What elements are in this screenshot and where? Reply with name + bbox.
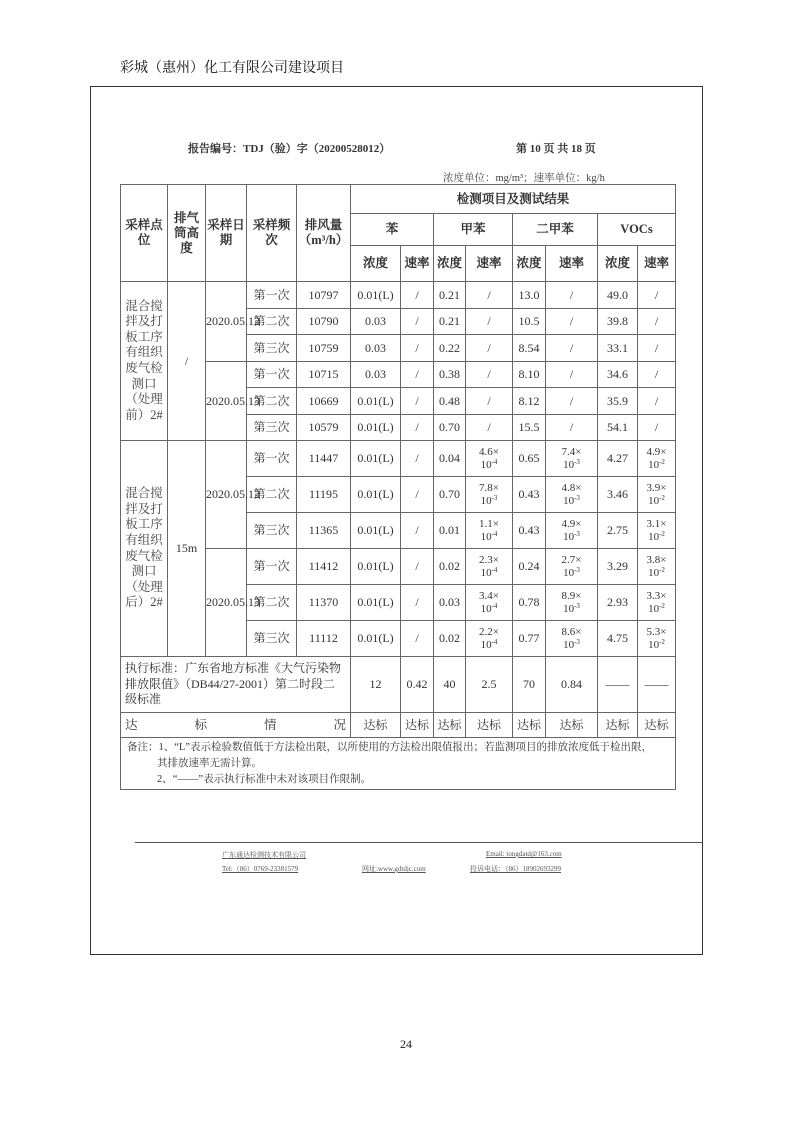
base: 10 — [563, 458, 575, 471]
sampling-frequency: 第三次 — [247, 335, 297, 362]
rate-value: / — [466, 282, 513, 309]
rate-value: / — [466, 335, 513, 362]
concentration-value: 0.01(L) — [351, 621, 401, 657]
rate-value: / — [401, 388, 434, 415]
mantissa: 3.1× — [646, 517, 667, 530]
compliance-char: 达 — [125, 717, 138, 732]
concentration-value: 35.9 — [598, 388, 638, 415]
compliance-status: 达标 — [638, 713, 676, 738]
footer-website: 网址:www.gdtdjc.com — [362, 865, 426, 873]
rate-value: / — [401, 513, 434, 549]
mantissa: 7.4× — [561, 445, 582, 458]
flow-rate: 10715 — [297, 361, 351, 388]
base: 10 — [648, 530, 660, 543]
rate-value — [466, 549, 513, 585]
concentration-value: 0.43 — [513, 477, 546, 513]
base: 10 — [480, 566, 492, 579]
base: 10 — [648, 566, 660, 579]
header-flow: 排风量（m³/h） — [297, 185, 351, 282]
rate-value: / — [401, 621, 434, 657]
sampling-date: 2020.05.12 — [206, 441, 247, 549]
concentration-value: 0.03 — [351, 361, 401, 388]
mantissa: 3.3× — [646, 589, 667, 602]
compliance-label-text — [121, 718, 350, 733]
rate-value: / — [401, 361, 434, 388]
flow-rate: 11370 — [297, 585, 351, 621]
compliance-status: 达标 — [466, 713, 513, 738]
rate-value: / — [466, 361, 513, 388]
flow-rate: 11365 — [297, 513, 351, 549]
base: 10 — [563, 566, 575, 579]
compliance-char: 标 — [194, 717, 207, 732]
notes-row — [121, 738, 676, 790]
compliance-row — [121, 713, 676, 738]
concentration-value: 0.01(L) — [351, 585, 401, 621]
sampling-date: 2020.05.13 — [206, 549, 247, 657]
sampling-frequency: 第一次 — [247, 361, 297, 388]
base: 10 — [480, 602, 492, 615]
concentration-value: 10.5 — [513, 308, 546, 335]
base: 10 — [563, 638, 575, 651]
rate-value: / — [401, 585, 434, 621]
base: 10 — [648, 494, 660, 507]
results-table — [120, 184, 676, 790]
exponent: -2 — [659, 529, 665, 538]
sampling-frequency: 第二次 — [247, 388, 297, 415]
sampling-frequency: 第三次 — [247, 513, 297, 549]
concentration-value: 2.75 — [598, 513, 638, 549]
concentration-value: 49.0 — [598, 282, 638, 309]
item-xylene: 二甲苯 — [513, 214, 598, 246]
exponent: -3 — [574, 637, 580, 646]
compliance-status: 达标 — [351, 713, 401, 738]
mantissa: 8.9× — [561, 589, 582, 602]
header-date: 采样日期 — [206, 185, 247, 282]
concentration-value: 0.01(L) — [351, 388, 401, 415]
concentration-value: 0.48 — [434, 388, 466, 415]
mantissa: 1.1× — [479, 517, 499, 530]
sampling-location: 混合搅拌及打板工序有组织废气检测口（处理前）2# — [121, 282, 168, 441]
footer-complaint-tel: 投诉电话：（86）18902693299 — [470, 865, 561, 873]
sub-header-rate: 速率 — [401, 246, 434, 282]
concentration-value: 3.29 — [598, 549, 638, 585]
rate-value — [546, 441, 598, 477]
concentration-value: 8.10 — [513, 361, 546, 388]
exponent: -2 — [659, 493, 665, 502]
concentration-value: 0.01(L) — [351, 282, 401, 309]
rate-value — [638, 477, 676, 513]
standard-row — [121, 657, 676, 713]
note-line: 其排放速率无需计算。 — [157, 757, 262, 769]
rate-value: / — [401, 282, 434, 309]
rate-value: / — [638, 388, 676, 415]
sub-header-rate: 速率 — [546, 246, 598, 282]
rate-value — [546, 549, 598, 585]
mantissa: 3.8× — [646, 553, 667, 566]
exponent: -3 — [574, 493, 580, 502]
rate-value: / — [546, 361, 598, 388]
footer-email: Email: tongdatd@163.com — [486, 850, 562, 858]
concentration-value: 0.03 — [351, 308, 401, 335]
exponent: -3 — [574, 457, 580, 466]
sub-header-concentration: 浓度 — [598, 246, 638, 282]
sub-header-rate: 速率 — [638, 246, 676, 282]
flow-rate: 11447 — [297, 441, 351, 477]
stack-height: / — [168, 282, 206, 441]
sampling-frequency: 第二次 — [247, 477, 297, 513]
rate-value: / — [401, 308, 434, 335]
rate-value: / — [638, 282, 676, 309]
rate-value: / — [638, 308, 676, 335]
exponent: -2 — [659, 457, 665, 466]
compliance-char: 情 — [263, 717, 277, 732]
exponent: -4 — [491, 601, 498, 610]
rate-value: / — [638, 361, 676, 388]
rate-value: / — [466, 414, 513, 441]
concentration-value: 0.38 — [434, 361, 466, 388]
standard-label: 执行标准：广东省地方标准《大气污染物排放限值》（DB44/27-2001）第二时段二级标准 — [121, 657, 351, 713]
concentration-value: 13.0 — [513, 282, 546, 309]
report-page-indicator: 第 10 页 共 18 页 — [516, 143, 596, 155]
flow-rate: 11112 — [297, 621, 351, 657]
exponent: -3 — [574, 601, 580, 610]
header-results: 检测项目及测试结果 — [351, 185, 676, 214]
rate-value — [638, 441, 676, 477]
sub-header-concentration: 浓度 — [351, 246, 401, 282]
flow-rate: 10797 — [297, 282, 351, 309]
mantissa: 4.8× — [561, 481, 582, 494]
flow-rate: 10790 — [297, 308, 351, 335]
standard-limit: 70 — [513, 657, 546, 713]
concentration-value: 0.03 — [434, 585, 466, 621]
concentration-value: 39.8 — [598, 308, 638, 335]
sampling-frequency: 第三次 — [247, 414, 297, 441]
rate-value — [638, 549, 676, 585]
flow-rate: 11412 — [297, 549, 351, 585]
rate-value: / — [401, 335, 434, 362]
flow-rate: 11195 — [297, 477, 351, 513]
concentration-value: 8.12 — [513, 388, 546, 415]
concentration-value: 0.03 — [351, 335, 401, 362]
concentration-value: 15.5 — [513, 414, 546, 441]
mantissa: 5.3× — [646, 625, 667, 638]
mantissa: 2.3× — [479, 553, 499, 566]
concentration-value: 33.1 — [598, 335, 638, 362]
concentration-value: 0.24 — [513, 549, 546, 585]
rate-value: / — [546, 414, 598, 441]
sub-header-concentration: 浓度 — [513, 246, 546, 282]
rate-value — [638, 585, 676, 621]
base: 10 — [480, 458, 492, 471]
concentration-value: 2.93 — [598, 585, 638, 621]
concentration-value: 3.46 — [598, 477, 638, 513]
concentration-value: 0.01(L) — [351, 441, 401, 477]
concentration-value: 0.70 — [434, 477, 466, 513]
rate-value — [546, 585, 598, 621]
sampling-frequency: 第一次 — [247, 282, 297, 309]
base: 10 — [563, 530, 575, 543]
concentration-value: 0.22 — [434, 335, 466, 362]
rate-value — [546, 477, 598, 513]
compliance-status: 达标 — [434, 713, 466, 738]
rate-value — [466, 513, 513, 549]
report-number: 报告编号：TDJ（验）字（20200528012） — [188, 143, 391, 155]
exponent: -2 — [659, 601, 665, 610]
concentration-value: 0.70 — [434, 414, 466, 441]
rate-value — [546, 513, 598, 549]
base: 10 — [648, 458, 660, 471]
standard-limit: —— — [638, 657, 676, 713]
exponent: -3 — [574, 565, 580, 574]
standard-limit: —— — [598, 657, 638, 713]
compliance-status: 达标 — [598, 713, 638, 738]
rate-value: / — [466, 388, 513, 415]
concentration-value: 0.01 — [434, 513, 466, 549]
compliance-char: 况 — [333, 717, 346, 732]
sampling-frequency: 第二次 — [247, 585, 297, 621]
concentration-value: 0.21 — [434, 282, 466, 309]
base: 10 — [480, 530, 492, 543]
footer-tel: Tel:（86）0769-23381579 — [222, 865, 299, 873]
rate-value — [466, 585, 513, 621]
standard-limit: 12 — [351, 657, 401, 713]
item-vocs: VOCs — [598, 214, 676, 246]
rate-value: / — [401, 414, 434, 441]
concentration-value: 4.27 — [598, 441, 638, 477]
compliance-status: 达标 — [513, 713, 546, 738]
standard-limit: 40 — [434, 657, 466, 713]
concentration-value: 0.02 — [434, 549, 466, 585]
concentration-value: 0.65 — [513, 441, 546, 477]
concentration-value: 0.01(L) — [351, 549, 401, 585]
rate-value: / — [401, 549, 434, 585]
compliance-label — [121, 713, 351, 738]
mantissa: 4.9× — [646, 445, 667, 458]
exponent: -3 — [574, 529, 580, 538]
base: 10 — [480, 638, 492, 651]
concentration-value: 0.01(L) — [351, 477, 401, 513]
mantissa: 2.7× — [561, 553, 582, 566]
item-benzene: 苯 — [351, 214, 434, 246]
rate-value — [466, 477, 513, 513]
header-frequency: 采样频次 — [247, 185, 297, 282]
sampling-frequency: 第一次 — [247, 441, 297, 477]
mantissa: 4.9× — [561, 517, 582, 530]
base: 10 — [480, 494, 492, 507]
concentration-value: 0.43 — [513, 513, 546, 549]
sampling-date: 2020.05.13 — [206, 361, 247, 441]
rate-value: / — [638, 414, 676, 441]
concentration-value: 0.04 — [434, 441, 466, 477]
concentration-value: 0.01(L) — [351, 414, 401, 441]
header-height: 排气筒高度 — [168, 185, 206, 282]
exponent: -4 — [491, 565, 498, 574]
mantissa: 7.8× — [479, 481, 499, 494]
rate-value: / — [546, 282, 598, 309]
sampling-date: 2020.05.12 — [206, 282, 247, 362]
concentration-value: 4.75 — [598, 621, 638, 657]
header-location: 采样点位 — [121, 185, 168, 282]
note-line: 2、“——”表示执行标准中未对该项目作限制。 — [157, 773, 372, 785]
base: 10 — [563, 602, 575, 615]
compliance-status: 达标 — [401, 713, 434, 738]
sub-header-concentration: 浓度 — [434, 246, 466, 282]
exponent: -3 — [491, 493, 498, 502]
base: 10 — [563, 494, 575, 507]
standard-limit: 0.42 — [401, 657, 434, 713]
mantissa: 2.2× — [479, 625, 499, 638]
document-header: 彩城（惠州）化工有限公司建设项目 — [120, 61, 344, 76]
rate-value: / — [466, 308, 513, 335]
units-note: 浓度单位：mg/m³；速率单位：kg/h — [443, 173, 605, 184]
concentration-value: 0.77 — [513, 621, 546, 657]
mantissa: 4.6× — [479, 445, 499, 458]
compliance-status: 达标 — [546, 713, 598, 738]
note-line: 备注：1、“L”表示检验数值低于方法检出限，以所使用的方法检出限值报出；若监测项目的排放浓度低于检出限， — [127, 742, 652, 753]
rate-value — [466, 621, 513, 657]
rate-value: / — [546, 388, 598, 415]
mantissa: 8.6× — [561, 625, 582, 638]
exponent: -4 — [491, 637, 498, 646]
concentration-value: 0.78 — [513, 585, 546, 621]
base: 10 — [648, 638, 660, 651]
exponent: -2 — [659, 637, 665, 646]
concentration-value: 8.54 — [513, 335, 546, 362]
rate-value — [638, 621, 676, 657]
rate-value: / — [546, 308, 598, 335]
rate-value: / — [546, 335, 598, 362]
sampling-location: 混合搅拌及打板工序有组织废气检测口（处理后）2# — [121, 441, 168, 657]
concentration-value: 54.1 — [598, 414, 638, 441]
base: 10 — [648, 602, 660, 615]
standard-limit: 0.84 — [546, 657, 598, 713]
flow-rate: 10579 — [297, 414, 351, 441]
rate-value — [466, 441, 513, 477]
rate-value: / — [401, 441, 434, 477]
concentration-value: 0.01(L) — [351, 513, 401, 549]
concentration-value: 34.6 — [598, 361, 638, 388]
rate-value: / — [638, 335, 676, 362]
rate-value — [638, 513, 676, 549]
page-number: 24 — [400, 1037, 412, 1051]
notes — [121, 738, 676, 790]
exponent: -4 — [491, 457, 498, 466]
flow-rate: 10669 — [297, 388, 351, 415]
exponent: -2 — [659, 565, 665, 574]
mantissa: 3.9× — [646, 481, 667, 494]
concentration-value: 0.02 — [434, 621, 466, 657]
rate-value: / — [401, 477, 434, 513]
exponent: -4 — [491, 529, 498, 538]
sampling-frequency: 第二次 — [247, 308, 297, 335]
concentration-value: 0.21 — [434, 308, 466, 335]
sampling-frequency: 第一次 — [247, 549, 297, 585]
sampling-frequency: 第三次 — [247, 621, 297, 657]
item-toluene: 甲苯 — [434, 214, 513, 246]
sub-header-rate: 速率 — [466, 246, 513, 282]
table-row — [121, 282, 676, 309]
flow-rate: 10759 — [297, 335, 351, 362]
standard-limit: 2.5 — [466, 657, 513, 713]
table-row — [121, 441, 676, 477]
footer-company: 广东通达检测技术有限公司 — [222, 851, 306, 859]
footer-divider — [135, 842, 703, 843]
mantissa: 3.4× — [479, 589, 499, 602]
rate-value — [546, 621, 598, 657]
stack-height: 15m — [168, 441, 206, 657]
